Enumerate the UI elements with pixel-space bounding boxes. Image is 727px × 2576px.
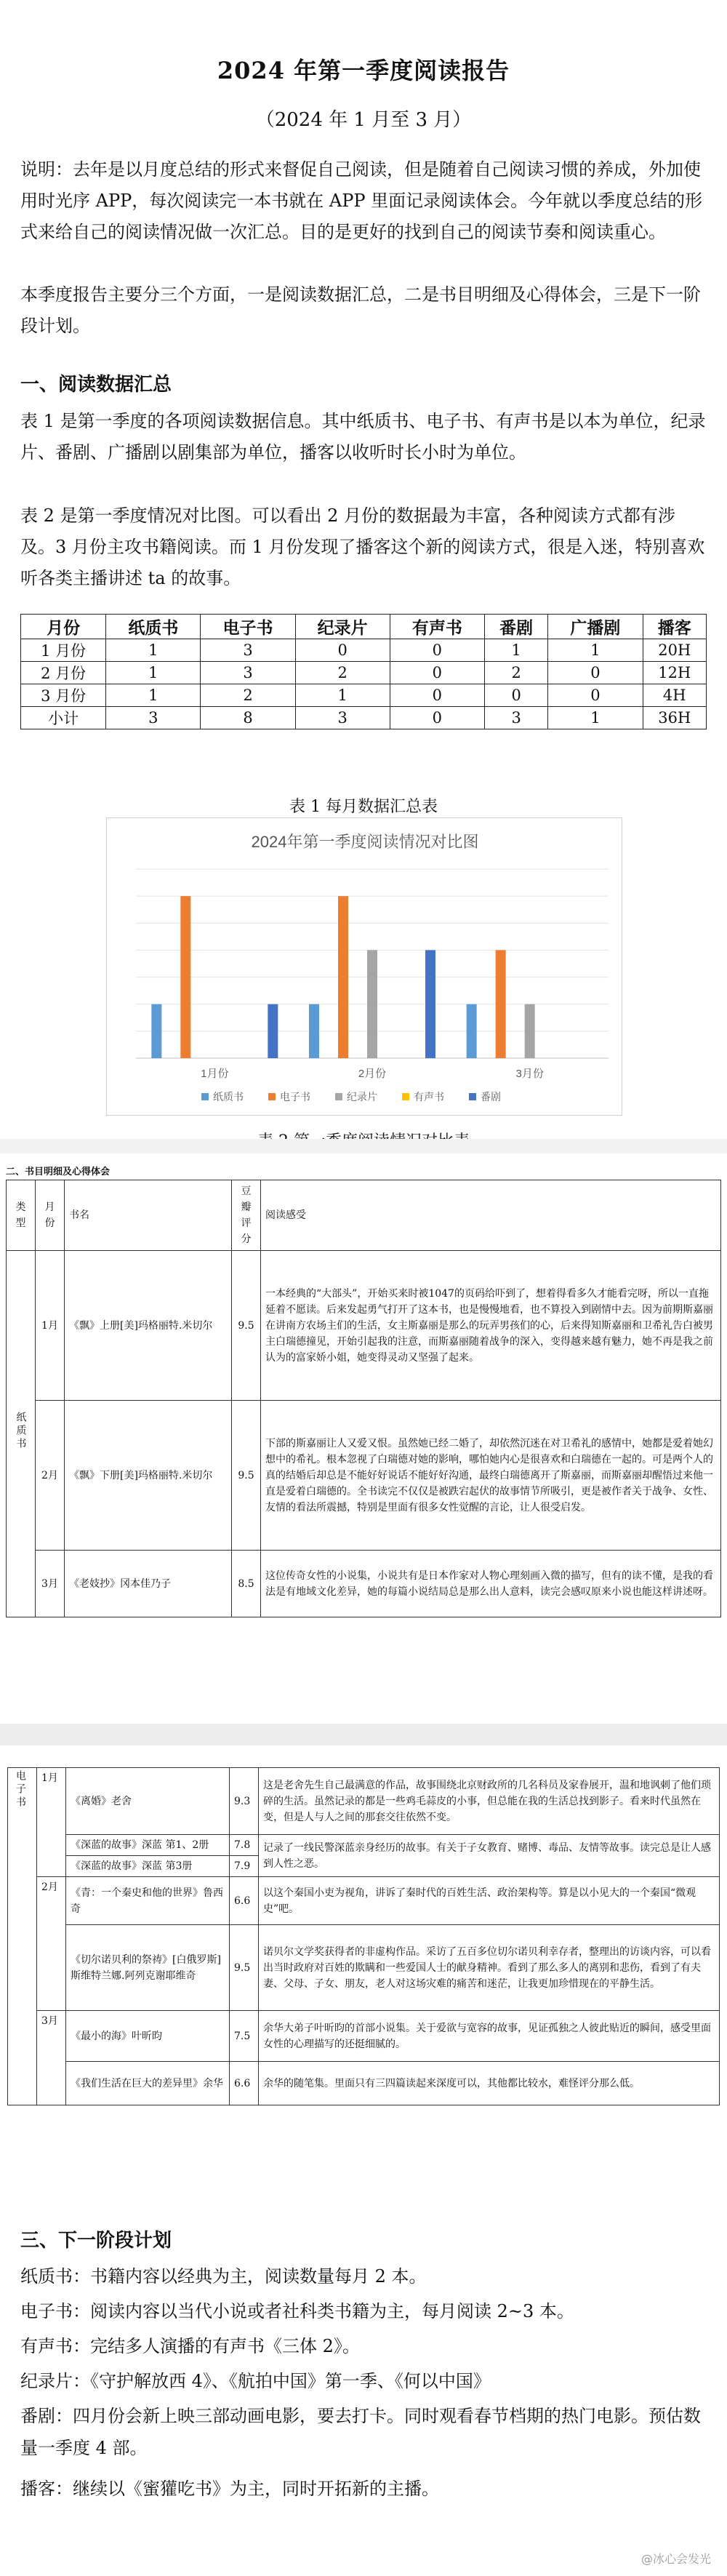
- plan-ebook: 电子书：阅读内容以当代小说或者社科类书籍为主，每月阅读 2~3 本。: [20, 2301, 574, 2321]
- table-row: [21, 684, 707, 707]
- table-cell: 0: [390, 662, 484, 684]
- watermark: @冰心会发光: [640, 2552, 711, 2566]
- intro-paragraph-1: 说明：去年是以月度总结的形式来督促自己阅读，但是随着自己阅读习惯的养成，外加使用时光序 APP，每次阅读完一本书就在 APP 里面记录阅读体会。今年就以季度总结的形式来给自己的阅读情况做一次汇总。目的是更好的找到自己的阅读节奏和阅读重心。: [20, 159, 703, 242]
- table-cell: 0: [390, 707, 484, 729]
- table-row: [7, 1551, 721, 1617]
- table-cell: 《深蓝的故事》深蓝 第3册: [66, 1856, 230, 1877]
- table-cell: 12H: [643, 662, 706, 684]
- table-cell: 1: [295, 684, 390, 707]
- table-row: [8, 2011, 720, 2062]
- table1-caption: 表 1 每月数据汇总表: [289, 798, 438, 816]
- chart-x-labels: [201, 1068, 544, 1080]
- table-cell: 3月: [37, 2011, 66, 2105]
- plan-anime: 番剧：四月份会新上映三部动画电影，要去打卡。同时观看春节档期的热门电影。预估数量一季度 4 部。: [20, 2406, 701, 2458]
- table-cell: 6.6: [230, 2062, 259, 2105]
- table-cell: 余华大弟子叶昕昀的首部小说集。关于爱欲与宽容的故事，见证孤独之人彼此贴近的瞬间，感受里面女性的心理描写的还挺细腻的。: [259, 2011, 720, 2062]
- table-cell: 9.5: [230, 1925, 259, 2011]
- legend-label: 有声书: [414, 1091, 444, 1103]
- table-cell: 这是老舍先生自己最满意的作品，故事围绕北京财政所的几名科员及家眷展开，温和地讽刺了他们琐碎的生活。虽然记录的都是一些鸡毛蒜皮的小事，但总能在我的生活总找到影子。看来时代虽然在变，但是人与人之间的那套交往依然不变。: [259, 1768, 720, 1835]
- report-subtitle: （2024 年 1 月至 3 月）: [255, 109, 472, 131]
- table-header-row: [21, 615, 707, 639]
- category-cell: [8, 1768, 37, 2105]
- x-tick-label: 3月份: [515, 1068, 544, 1080]
- table-cell: 1: [106, 662, 201, 684]
- table-row: [8, 1877, 720, 1925]
- table-cell: 1: [106, 639, 201, 662]
- table-cell: 20H: [643, 639, 706, 662]
- table-cell: 0: [548, 662, 643, 684]
- plan-paper: 纸质书：书籍内容以经典为主，阅读数量每月 2 本。: [20, 2266, 427, 2287]
- monthly-summary-table: [20, 614, 707, 729]
- table-header: 阅读感受: [261, 1180, 721, 1251]
- table-row: [8, 1835, 720, 1856]
- legend-label: 电子书: [280, 1091, 310, 1103]
- table-cell: 0: [390, 684, 484, 707]
- table-cell: 1: [548, 639, 643, 662]
- book-detail-table: [6, 1180, 721, 1617]
- table-cell: 小计: [21, 707, 106, 729]
- table-cell: 2 月份: [21, 662, 106, 684]
- table-header: 播客: [643, 615, 706, 639]
- table-cell: 这位传奇女性的小说集，小说共有是日本作家对人物心理刻画入微的描写，但有的读不懂，是我的看法是有地域文化差异，她的每篇小说结局总是那么出人意料，读完会感叹原来小说也能这样讲述呀。: [261, 1551, 721, 1617]
- chart-bar: [180, 896, 190, 1058]
- category-cell: [7, 1251, 36, 1617]
- table-cell: 7.8: [230, 1835, 259, 1856]
- legend-label: 番剧: [481, 1091, 501, 1103]
- table-cell: 记录了一线民警深蓝亲身经历的故事。有关于子女教育、赌博、毒品、友情等故事。读完总是让人感到人性之恶。: [259, 1835, 720, 1877]
- table-cell: 7.9: [230, 1856, 259, 1877]
- table-row: [8, 2062, 720, 2105]
- table-cell: 0: [295, 639, 390, 662]
- chart-bar: [467, 1004, 477, 1058]
- legend-label: 纸质书: [213, 1091, 244, 1103]
- table-cell: 3: [201, 639, 295, 662]
- table-cell: 8.5: [232, 1551, 261, 1617]
- table-header: 类型: [7, 1180, 36, 1251]
- table-header: 广播剧: [548, 615, 643, 639]
- chart-bar: [367, 950, 377, 1058]
- table-cell: 《飘》下册[美]玛格丽特.米切尔: [65, 1401, 232, 1551]
- table-cell: 2月: [36, 1401, 65, 1551]
- intro-paragraph-2: 本季度报告主要分三个方面，一是阅读数据汇总，二是书目明细及心得体会，三是下一阶段计划。: [20, 284, 701, 336]
- table-cell: 3: [295, 707, 390, 729]
- table-cell: 0: [390, 639, 484, 662]
- table-cell: 2: [201, 684, 295, 707]
- table-row: [21, 639, 707, 662]
- plan-audiobook: 有声书：完结多人演播的有声书《三体 2》。: [20, 2336, 360, 2356]
- table-cell: 2月: [37, 1877, 66, 2011]
- table-header: 书名: [65, 1180, 232, 1251]
- table-cell: 2: [484, 662, 547, 684]
- table-cell: 9.5: [232, 1251, 261, 1401]
- table-cell: 《我们生活在巨大的差异里》余华: [66, 2062, 230, 2105]
- table-cell: 1: [484, 639, 547, 662]
- table-cell: 一本经典的“大部头”，开始买来时被1047的页码给吓到了，想着得看多久才能看完呀，所以一直拖延着不愿读。后来发起勇气打开了这本书，也是慢慢地看，也不算投入到剧情中去。因为前期斯嘉丽在讲南方农场主们的生活，女主斯嘉丽是那么的玩弄男孩们的心，后来得知斯嘉丽和卫希礼告白被男主白瑞德撞见，开始引起我的注意，而斯嘉丽随着战争的深入，变得越来越有魅力，她不再是我之前认为的富家娇小姐，她变得灵动又坚强了起来。: [261, 1251, 721, 1401]
- table-cell: 《老妓抄》冈本佳乃子: [65, 1551, 232, 1617]
- table-header: 纪录片: [295, 615, 390, 639]
- x-tick-label: 2月份: [358, 1068, 387, 1080]
- page-separator: [0, 1724, 727, 1745]
- table-cell: 下部的斯嘉丽让人又爱又恨。虽然她已经二婚了，却依然沉迷在对卫希礼的感情中，她都是爱着她幻想中的希礼。根本忽视了白瑞德对她的影响，哪怕她内心是很喜欢和白瑞德在一起的。可是两个人的真的结婚后却总是不能好好说话不能好好沟通，最终白瑞德离开了斯嘉丽，而斯嘉丽却醒悟过来他一直是爱着白瑞德的。全书读完不仅仅是被跌宕起伏的故事情节所吸引，更是被作者关于战争、女性、友情的看法所震撼，特别是里面有很多女性觉醒的言论，让人很受启发。: [261, 1401, 721, 1551]
- plan-documentary: 纪录片：《守护解放西 4》、《航拍中国》第一季、《何以中国》: [20, 2371, 491, 2391]
- table-cell: 《飘》上册[美]玛格丽特.米切尔: [65, 1251, 232, 1401]
- legend-swatch: [201, 1093, 209, 1100]
- table-header: 有声书: [390, 615, 484, 639]
- section1-heading: 一、阅读数据汇总: [20, 374, 172, 396]
- category-label: 纸质书: [15, 1412, 27, 1451]
- table-row: [7, 1401, 721, 1551]
- table-header: 豆瓣评分: [232, 1180, 261, 1251]
- chart-title: 2024年第一季度阅读情况对比图: [251, 833, 479, 851]
- chart-svg: [107, 818, 623, 1116]
- table-cell: 3: [106, 707, 201, 729]
- table-row: [8, 1768, 720, 1835]
- table-cell: 4H: [643, 684, 706, 707]
- table-cell: 余华的随笔集。里面只有三四篇读起来深度可以，其他都比较水，难怪评分那么低。: [259, 2062, 720, 2105]
- chart-bar: [496, 950, 506, 1058]
- table-cell: 6.6: [230, 1877, 259, 1925]
- table-header: 月份: [21, 615, 106, 639]
- table-cell: 3 月份: [21, 684, 106, 707]
- table-cell: 以这个秦国小吏为视角，讲诉了秦时代的百姓生活、政治架构等。算是以小见大的一个秦国“微观史”吧。: [259, 1877, 720, 1925]
- comparison-chart: [106, 817, 622, 1116]
- table-cell: 《青：一个秦史和他的世界》鲁西奇: [66, 1877, 230, 1925]
- ebook-detail-table: [7, 1767, 720, 2105]
- legend-swatch: [402, 1093, 409, 1100]
- table-cell: 7.5: [230, 2011, 259, 2062]
- chart-bar: [425, 950, 435, 1058]
- table-cell: 1月: [36, 1251, 65, 1401]
- legend-swatch: [335, 1093, 342, 1100]
- table-row: [21, 662, 707, 684]
- table-cell: 8: [201, 707, 295, 729]
- table-row: [8, 1925, 720, 2011]
- table-cell: 《最小的海》叶昕昀: [66, 2011, 230, 2062]
- table-row: [7, 1251, 721, 1401]
- section1-paragraph-1: 表 1 是第一季度的各项阅读数据信息。其中纸质书、电子书、有声书是以本为单位，纪录片、番剧、广播剧以剧集部为单位，播客以收听时长小时为单位。: [20, 411, 706, 463]
- table-header: 番剧: [484, 615, 547, 639]
- x-tick-label: 1月份: [201, 1068, 229, 1080]
- chart-bar: [151, 1004, 161, 1058]
- table-cell: 诺贝尔文学奖获得者的非虚构作品。采访了五百多位切尔诺贝利幸存者，整理出的访谈内容，可以看出当时政府对百姓的欺瞒和一些爱国人士的献身精神。看到了那么多人的离别和悲伤，看到了有夫妻、父母、子女、朋友，老人对这场灾难的痛苦和迷茫，让我更加珍惜现在的平静生活。: [259, 1925, 720, 2011]
- table-cell: 1: [548, 707, 643, 729]
- table-cell: 36H: [643, 707, 706, 729]
- section1-paragraph-2: 表 2 是第一季度情况对比图。可以看出 2 月份的数据最为丰富，各种阅读方式都有涉及。3 月份主攻书籍阅读。而 1 月份发现了播客这个新的阅读方式，很是入迷，特别喜欢听各类主播讲述 ta 的故事。: [20, 505, 705, 588]
- chart-legend: [201, 1091, 501, 1103]
- table-cell: 1 月份: [21, 639, 106, 662]
- table-header: 纸质书: [106, 615, 201, 639]
- table-cell: 1月: [37, 1768, 66, 1877]
- plan-podcast: 播客：继续以《蜜獾吃书》为主，同时开拓新的主播。: [20, 2479, 439, 2499]
- chart-bar: [338, 896, 348, 1058]
- section3-heading: 三、下一阶段计划: [20, 2230, 172, 2252]
- legend-swatch: [469, 1093, 476, 1100]
- table-cell: 2: [295, 662, 390, 684]
- table-cell: 3: [201, 662, 295, 684]
- page-separator: [0, 1139, 727, 1153]
- category-label: 电子书: [15, 1770, 26, 1809]
- table-cell: 0: [484, 684, 547, 707]
- table-row-subtotal: [21, 707, 707, 729]
- table-cell: 《深蓝的故事》深蓝 第1、2册: [66, 1835, 230, 1856]
- legend-label: 纪录片: [347, 1091, 377, 1103]
- table-cell: 0: [548, 684, 643, 707]
- chart-bar: [309, 1004, 319, 1058]
- report-title: 2024 年第一季度阅读报告: [217, 57, 510, 84]
- legend-swatch: [268, 1093, 276, 1100]
- table-cell: 3月: [36, 1551, 65, 1617]
- table-cell: 《切尔诺贝利的祭祷》[白俄罗斯]斯维特兰娜.阿列克谢耶维奇: [66, 1925, 230, 2011]
- table-header-row: [7, 1180, 721, 1251]
- table-cell: 《离婚》老舍: [66, 1768, 230, 1835]
- table-cell: 3: [484, 707, 547, 729]
- section2-heading: 二、书目明细及心得体会: [6, 1167, 111, 1177]
- chart-bar: [268, 1004, 278, 1058]
- table-header: 月份: [36, 1180, 65, 1251]
- table-header: 电子书: [201, 615, 295, 639]
- table-cell: 1: [106, 684, 201, 707]
- table-cell: 9.3: [230, 1768, 259, 1835]
- table-cell: 9.5: [232, 1401, 261, 1551]
- chart-bar: [525, 1004, 535, 1058]
